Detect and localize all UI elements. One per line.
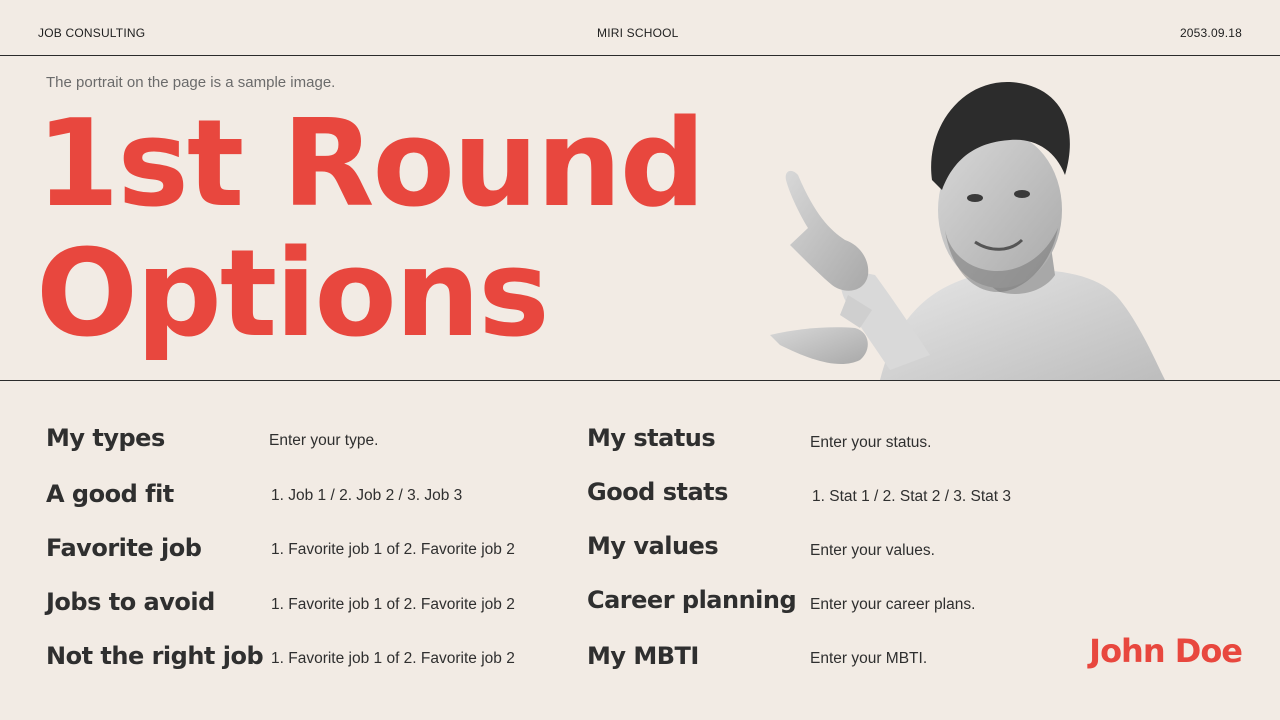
title-line-1: 1st Round: [36, 95, 704, 234]
label-my-mbti: My MBTI: [587, 642, 699, 670]
label-not-right-job: Not the right job: [46, 642, 264, 670]
label-my-values: My values: [587, 532, 719, 560]
value-not-right-job: 1. Favorite job 1 of 2. Favorite job 2: [271, 650, 515, 667]
value-favorite-job: 1. Favorite job 1 of 2. Favorite job 2: [271, 541, 515, 558]
page-title: [36, 95, 704, 364]
header-consulting: JOB CONSULTING: [38, 26, 146, 40]
header-date: 2053.09.18: [1179, 26, 1242, 40]
value-jobs-to-avoid: 1. Favorite job 1 of 2. Favorite job 2: [271, 596, 515, 613]
portrait-image: [760, 70, 1180, 380]
value-my-status: Enter your status.: [810, 434, 932, 451]
label-jobs-to-avoid: Jobs to avoid: [46, 588, 215, 616]
label-career-planning: Career planning: [587, 586, 797, 614]
value-my-mbti: Enter your MBTI.: [810, 650, 928, 667]
value-my-values: Enter your values.: [810, 542, 935, 559]
label-my-types: My types: [46, 424, 165, 452]
label-good-fit: A good fit: [46, 480, 174, 508]
label-good-stats: Good stats: [587, 478, 728, 506]
title-line-2: Options: [36, 225, 548, 364]
top-bar: [0, 0, 1280, 56]
value-career-planning: Enter your career plans.: [810, 596, 976, 613]
label-favorite-job: Favorite job: [46, 534, 202, 562]
label-my-status: My status: [587, 424, 716, 452]
value-my-types: Enter your type.: [269, 432, 379, 449]
person-name: John Doe: [1089, 632, 1242, 670]
sample-image-note: The portrait on the page is a sample image.: [46, 74, 336, 91]
header-school: MIRI SCHOOL: [597, 26, 679, 40]
value-good-fit: 1. Job 1 / 2. Job 2 / 3. Job 3: [271, 487, 463, 504]
value-good-stats: 1. Stat 1 / 2. Stat 2 / 3. Stat 3: [812, 488, 1012, 505]
section-divider: [0, 380, 1280, 381]
